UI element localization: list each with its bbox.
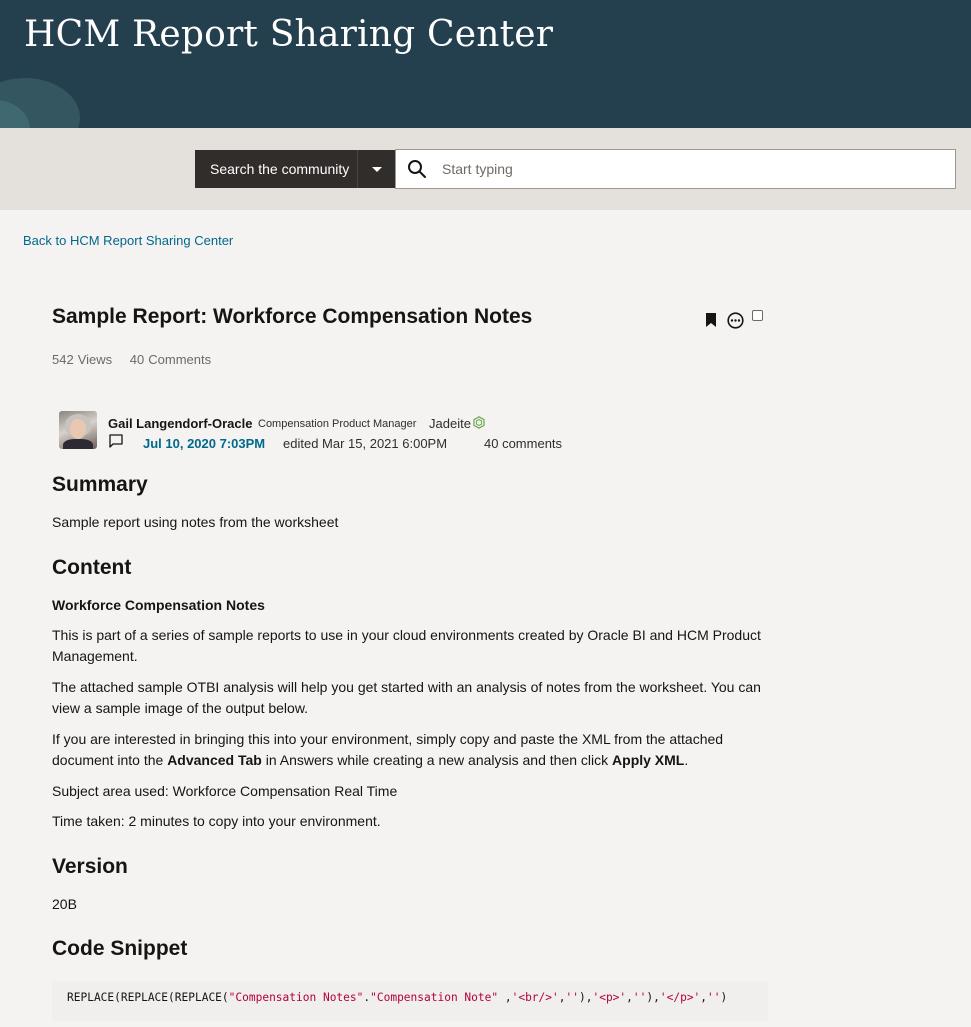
time-taken-text: Time taken: 2 minutes to copy into your environment. [52,813,381,829]
back-link[interactable]: Back to HCM Report Sharing Center [23,233,234,248]
views-count: 542 [52,352,74,367]
apply-xml-text: Apply XML [612,752,685,768]
content-paragraph: This is part of a series of sample reports to use in your cloud environments created by Oracle BI and HCM Product Management. [52,627,761,664]
content-paragraph: The attached sample OTBI analysis will help you get started with an analysis of notes from the worksheet. You can view a sample image of the output below. [52,679,761,716]
chevron-down-icon [372,167,382,172]
page-title: Sample Report: Workforce Compensation Notes [52,305,533,328]
content-paragraph: If you are interested in bringing this into your environment, simply copy and paste the XML from the attached document into the Advanced Tab in Answers while creating a new analysis and then click Apply XML. [52,731,724,768]
avatar[interactable] [59,411,97,449]
rank-badge-icon [473,416,485,429]
content-subheading: Workforce Compensation Notes [52,597,265,613]
post-actions [705,310,764,330]
author-name[interactable]: Gail Langendorf-Oracle [108,416,253,431]
select-checkbox[interactable] [752,310,764,322]
advanced-tab-text: Advanced Tab [167,752,262,768]
search-scope-dropdown[interactable] [357,150,395,188]
content-heading: Content [52,556,132,579]
header-banner [0,0,971,128]
author-rank: Jadeite [429,416,471,431]
search-scope-button[interactable] [195,150,357,188]
comment-icon[interactable] [109,434,123,448]
search-scope-label: Search the community [210,161,350,177]
site-title[interactable]: HCM Report Sharing Center [24,14,554,55]
version-heading: Version [52,855,128,878]
code-snippet[interactable]: REPLACE(REPLACE(REPLACE("Compensation Notes"."Compensation Note" ,'<br/>',''),'<p>',''),'</p>','') [52,981,768,1021]
author-role: Compensation Product Manager [258,418,417,430]
bookmark-icon[interactable] [705,312,717,328]
comments-label: Comments [148,352,212,367]
post-stats [52,352,215,367]
more-options-icon[interactable] [727,312,744,329]
search-box[interactable] [395,149,956,189]
views-label: Views [77,352,113,367]
version-value: 20B [52,896,77,912]
subject-area-text: Subject area used: Workforce Compensation Real Time [52,783,398,799]
comment-count: 40 comments [484,436,563,451]
summary-text: Sample report using notes from the worksheet [52,514,339,530]
search-icon[interactable] [406,158,428,180]
code-snippet-heading: Code Snippet [52,937,188,960]
summary-heading: Summary [52,473,148,496]
post-date-link[interactable]: Jul 10, 2020 7:03PM [143,436,266,451]
edited-timestamp: edited Mar 15, 2021 6:00PM [283,436,448,451]
search-input[interactable] [440,160,924,178]
comments-count: 40 [129,352,145,367]
